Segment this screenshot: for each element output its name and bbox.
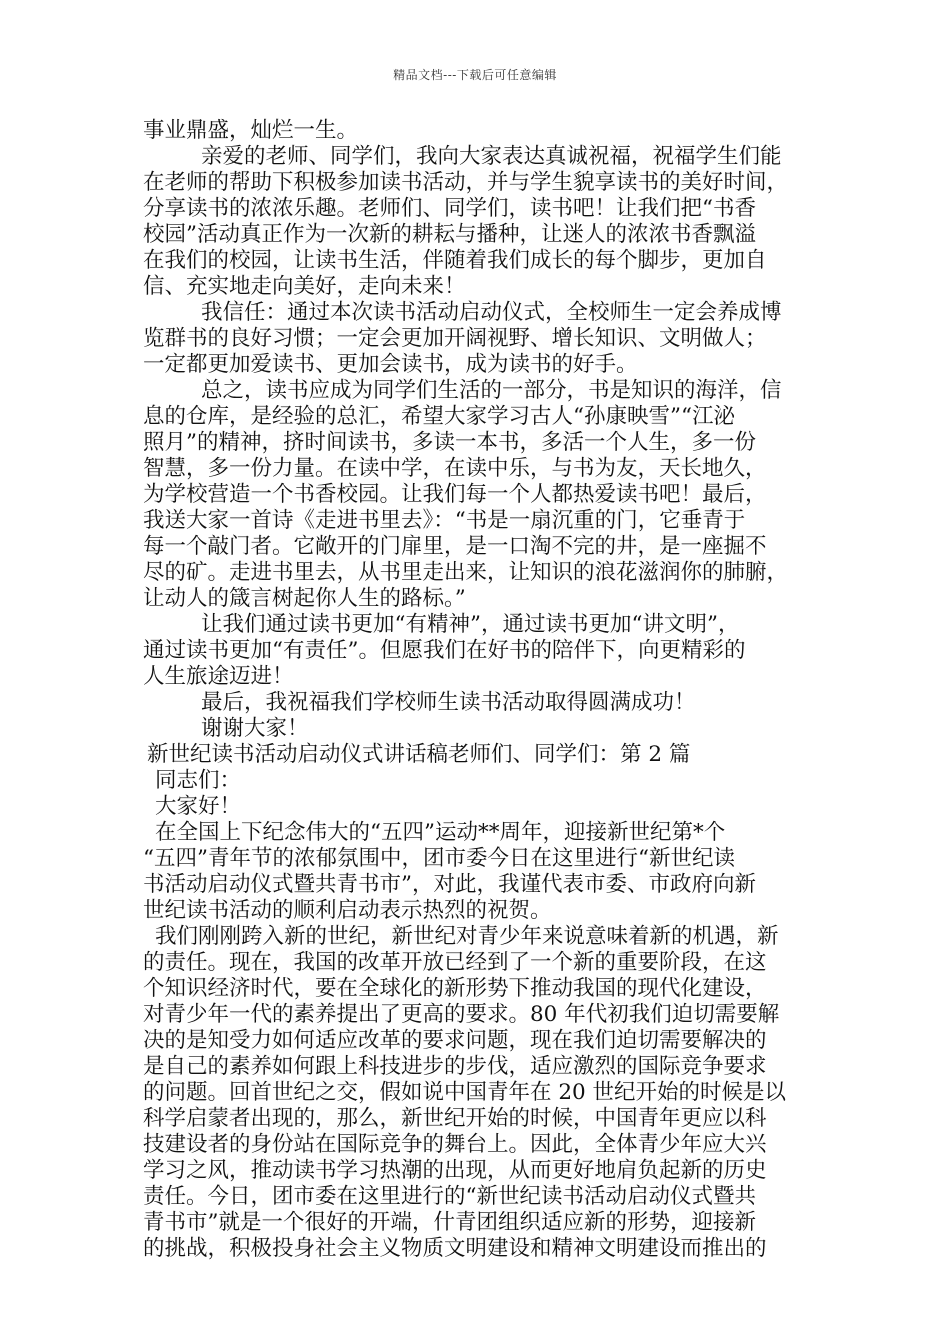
text-line: 分享读书的浓浓乐趣。老师们、同学们，读书吧！让我们把“书香: [143, 196, 756, 221]
text-line: 照月”的精神，挤时间读书，多读一本书，多活一个人生，多一份: [143, 430, 756, 455]
text-line: 一定都更加爱读书、更加会读书，成为读书的好手。: [143, 352, 638, 377]
section-title: 新世纪读书活动启动仪式讲话稿老师们、同学们：第 2 篇: [147, 742, 691, 767]
text-line: 书活动启动仪式暨共青书市”，对此，我谨代表市委、市政府向新: [143, 872, 756, 897]
text-line: 让动人的箴言树起你人生的路标。”: [143, 586, 466, 611]
text-line: 世纪读书活动的顺利启动表示热烈的祝贺。: [143, 898, 552, 923]
text-line: 在我们的校园，让读书生活，伴随着我们成长的每个脚步，更加自: [143, 248, 767, 273]
text-line: 对青少年一代的素养提出了更高的要求。80 年代初我们迫切需要解: [143, 1002, 780, 1027]
text-line: 的责任。现在，我国的改革开放已经到了一个新的重要阶段，在这: [143, 950, 767, 975]
paragraph-start: 总之，读书应成为同学们生活的一部分，书是知识的海洋，信: [201, 378, 782, 403]
text-line: 的挑战，积极投身社会主义物质文明建设和精神文明建设而推出的: [143, 1236, 767, 1261]
greeting: 大家好！: [155, 794, 242, 819]
paragraph-start: 在全国上下纪念伟大的“五四”运动**周年，迎接新世纪第*个: [155, 820, 726, 845]
text-line: 人生旅途迈进！: [143, 664, 294, 689]
text-line: 览群书的良好习惯；一定会更加开阔视野、增长知识、文明做人；: [143, 326, 767, 351]
text-line: 责任。今日，团市委在这里进行的“新世纪读书活动启动仪式暨共: [143, 1184, 756, 1209]
salutation: 同志们：: [155, 768, 242, 793]
text-line: 的问题。回首世纪之交，假如说中国青年在 20 世纪开始的时候是以: [143, 1080, 787, 1105]
text-line: 决的是知受力如何适应改革的要求问题，现在我们迫切需要解决的: [143, 1028, 767, 1053]
text-line: 科学启蒙者出现的，那么，新世纪开始的时候，中国青年更应以科: [143, 1106, 767, 1131]
page-header-note: 精品文档---下载后可任意编辑: [393, 68, 557, 82]
text-line: 个知识经济时代，要在全球化的新形势下推动我国的现代化建设，: [143, 976, 767, 1001]
text-line: 学习之风，推动读书学习热潮的出现，从而更好地肩负起新的历史: [143, 1158, 767, 1183]
text-line: 技建设者的身份站在国际竞争的舞台上。因此，全体青少年应大兴: [143, 1132, 767, 1157]
text-line: 智慧，多一份力量。在读中学，在读中乐，与书为友，天长地久，: [143, 456, 767, 481]
text-line: 为学校营造一个书香校园。让我们每一个人都热爱读书吧！最后，: [143, 482, 767, 507]
document-body: [143, 118, 809, 1262]
text-line: 在老师的帮助下积极参加读书活动，并与学生貌享读书的美好时间，: [143, 170, 789, 195]
text-line: 尽的矿。走进书里去，从书里走出来，让知识的浪花滋润你的肺腑，: [143, 560, 789, 585]
text-line: 信、充实地走向美好，走向未来！: [143, 274, 466, 299]
paragraph-start: 我们刚刚跨入新的世纪，新世纪对青少年来说意味着新的机遇，新: [155, 924, 779, 949]
text-line: “五四”青年节的浓郁氛围中，团市委今日在这里进行“新世纪读: [143, 846, 735, 871]
paragraph-start: 我信任：通过本次读书活动启动仪式，全校师生一定会养成博: [201, 300, 782, 325]
paragraph-start: 最后，我祝福我们学校师生读书活动取得圆满成功！: [201, 690, 696, 715]
text-line: 事业鼎盛，灿烂一生。: [143, 118, 359, 143]
text-line: 青书市”就是一个很好的开端，什青团组织适应新的形势，迎接新: [143, 1210, 756, 1235]
text-line: 息的仓库，是经验的总汇，希望大家学习古人“孙康映雪”“江泌: [143, 404, 735, 429]
text-line: 校园”活动真正作为一次新的耕耘与播种，让迷人的浓浓书香飘溢: [143, 222, 756, 247]
text-line: 通过读书更加“有责任”。但愿我们在好书的陪伴下，向更精彩的: [143, 638, 746, 663]
text-line: 我送大家一首诗《走进书里去》：“书是一扇沉重的门，它垂青于: [143, 508, 746, 533]
paragraph-start: 谢谢大家！: [201, 716, 309, 741]
text-line: 是自己的素养如何跟上科技进步的步伐，适应激烈的国际竞争要求: [143, 1054, 767, 1079]
text-line: 每一个敲门者。它敞开的门扉里，是一口淘不完的井，是一座掘不: [143, 534, 767, 559]
paragraph-start: 让我们通过读书更加“有精神”，通过读书更加“讲文明”，: [201, 612, 740, 637]
paragraph-start: 亲爱的老师、同学们，我向大家表达真诚祝福，祝福学生们能: [201, 144, 782, 169]
